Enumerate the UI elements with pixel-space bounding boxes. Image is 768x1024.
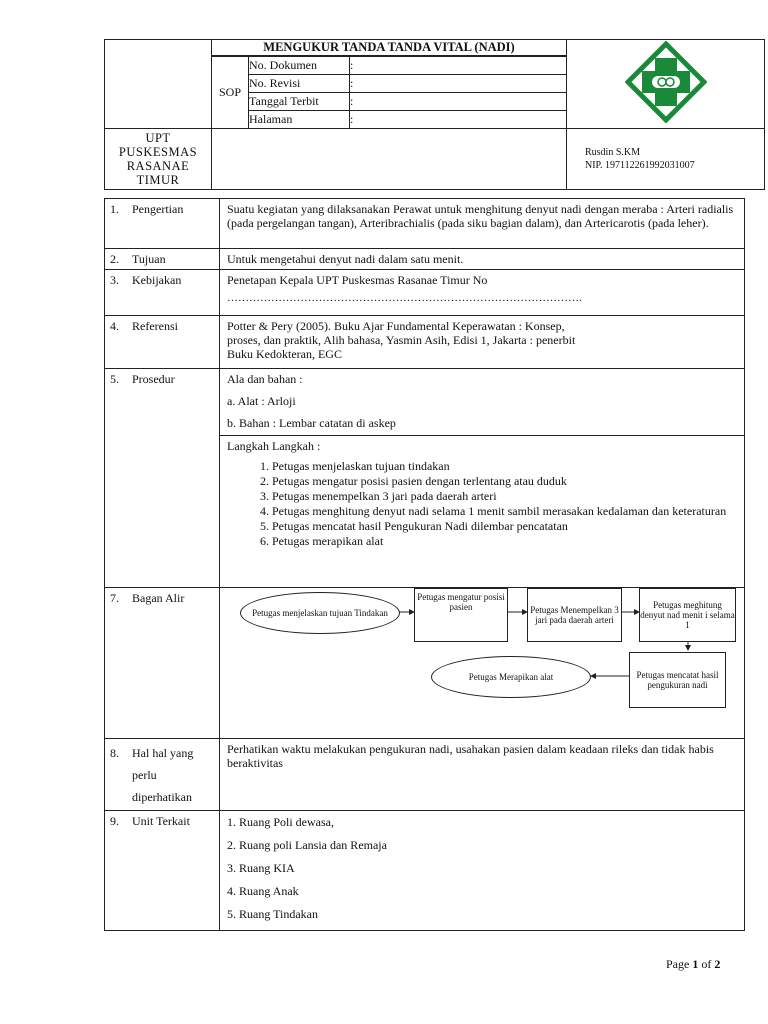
referensi-line: Potter & Pery (2005). Buku Ajar Fundamental Keperawatan : Konsep, [227,319,565,333]
flow-node-tidy: Petugas Merapikan alat [431,656,591,698]
alat-text: a. Alat : Arloji [227,394,296,408]
alat-bahan-title: Ala dan bahan : [227,372,303,386]
unit-item: 5. Ruang Tindakan [227,907,319,921]
org-line: UPT [145,131,171,145]
meta-table [212,56,566,128]
row-number: 1. [110,202,119,216]
row-label-text: Unit Terkait [132,814,190,828]
page-total: 2 [714,957,721,971]
row-kebijakan [105,270,745,316]
org-name [105,129,212,190]
row-label [105,369,220,588]
row-label-text: Hal hal yang [132,746,194,760]
row-number: 9. [110,814,119,828]
page-of: of [698,957,715,971]
unit-item: 4. Ruang Anak [227,884,299,898]
row-label-text: diperhatikan [132,790,192,804]
row-label [105,270,220,316]
row-prosedur [105,369,745,436]
row-label [105,249,220,270]
page-number: 1 [692,957,699,971]
org-line: PUSKESMAS [118,145,198,159]
unit-item: 1. Ruang Poli dewasa, [227,815,334,829]
header-center-cell [212,40,567,129]
step-item: 5. Petugas mencatat hasil Pengukuran Nadi dilembar pencatatan [272,519,738,534]
logo-cell [567,40,765,129]
langkah-title: Langkah Langkah : [227,439,321,453]
signer-name: Rusdin S.KM [585,147,641,158]
row-label [105,316,220,369]
step-item: 1. Petugas menjelaskan tujuan tindakan [272,459,738,474]
step-item: 4. Petugas menghitung denyut nadi selama 1 menit sambil merasakan kedalaman dan keteraturan [272,504,738,519]
kebijakan-cell [220,270,745,316]
org-line: RASANAE [126,159,190,173]
row-pengertian [105,199,745,249]
row-label [105,739,220,811]
unit-item: 2. Ruang poli Lansia dan Remaja [227,838,387,852]
row-number: 4. [110,319,119,333]
referensi-line: proses, dan praktik, Alih bahasa, Yasmin Asih, Edisi 1, Jakarta : penerbit [227,333,576,347]
signer-nip: NIP. 197112261992031007 [585,160,695,171]
puskesmas-logo-icon [625,41,707,123]
hal-text: Perhatikan waktu melakukan pengukuran nadi, usahakan pasien dalam keadaan rileks dan tidak habis beraktivitas [220,739,745,811]
kebijakan-dots: ……………………………………………………………………………………. [227,292,582,304]
doc-title: MENGUKUR TANDA TANDA VITAL (NADI) [212,40,566,56]
alat-bahan-cell [220,369,745,436]
row-label-text: Bagan Alir [132,591,185,605]
row-label-text: perlu [132,768,157,782]
header-table [104,39,765,190]
row-number: 3. [110,273,119,287]
org-line: TIMUR [136,173,180,187]
row-label-text: Kebijakan [132,273,182,287]
sop-content-table [104,198,745,931]
pengertian-text: Suatu kegiatan yang dilaksanakan Perawat untuk menghitung denyut nadi dengan meraba : Arteri radialis (pada pergelangan tangan), Arteribrachialis (pada siku bagian dalam), dan Artericarotis (pada leher). [220,199,745,249]
row-hal [105,739,745,811]
step-item: 3. Petugas menempelkan 3 jari pada daerah arteri [272,489,738,504]
row-number: 8. [110,746,119,760]
flowchart [220,588,744,738]
flow-node-record: Petugas mencatat hasil pengukuran nadi [629,652,726,708]
steps-list [227,459,738,549]
meta-label: Tanggal Terbit [249,93,350,111]
row-label-text: Tujuan [132,252,166,266]
row-label-text: Referensi [132,319,178,333]
row-label-text: Pengertian [132,202,184,216]
referensi-line: Buku Kedokteran, EGC [227,347,342,361]
row-number: 2. [110,252,119,266]
header-empty-cell [212,129,567,190]
row-label [105,811,220,931]
flow-node-attach: Petugas Menempelkan 3 jari pada daerah arteri [527,588,622,642]
header-blank-cell [105,40,212,129]
meta-value: : [350,111,567,129]
flow-node-position: Petugas mengatur posisi pasien [414,588,508,642]
row-bagan [105,588,745,739]
unit-list [220,811,745,931]
row-number: 7. [110,591,119,605]
meta-label: Halaman [249,111,350,129]
step-item: 2. Petugas mengatur posisi pasien dengan terlentang atau duduk [272,474,738,489]
row-tujuan [105,249,745,270]
row-unit [105,811,745,931]
page-indicator [666,957,720,972]
flow-node-explain: Petugas menjelaskan tujuan Tindakan [240,592,400,634]
tujuan-text: Untuk mengetahui denyut nadi dalam satu menit. [220,249,745,270]
signer-cell [567,129,765,190]
row-number: 5. [110,372,119,386]
meta-value: : [350,75,567,93]
kebijakan-text: Penetapan Kepala UPT Puskesmas Rasanae Timur No [227,273,488,287]
meta-label: No. Dokumen [249,57,350,75]
step-item: 6. Petugas merapikan alat [272,534,738,549]
meta-label: No. Revisi [249,75,350,93]
row-label [105,588,220,739]
row-label-text: Prosedur [132,372,175,386]
meta-value: : [350,57,567,75]
row-label [105,199,220,249]
flowchart-cell [220,588,745,739]
bahan-text: b. Bahan : Lembar catatan di askep [227,416,396,430]
row-referensi [105,316,745,369]
langkah-cell [220,436,745,588]
page-word: Page [666,957,693,971]
sop-label: SOP [212,57,249,129]
flow-node-count: Petugas meghitung denyut nad menit i selama 1 [639,588,736,642]
referensi-cell [220,316,745,369]
meta-value: : [350,93,567,111]
unit-item: 3. Ruang KIA [227,861,295,875]
